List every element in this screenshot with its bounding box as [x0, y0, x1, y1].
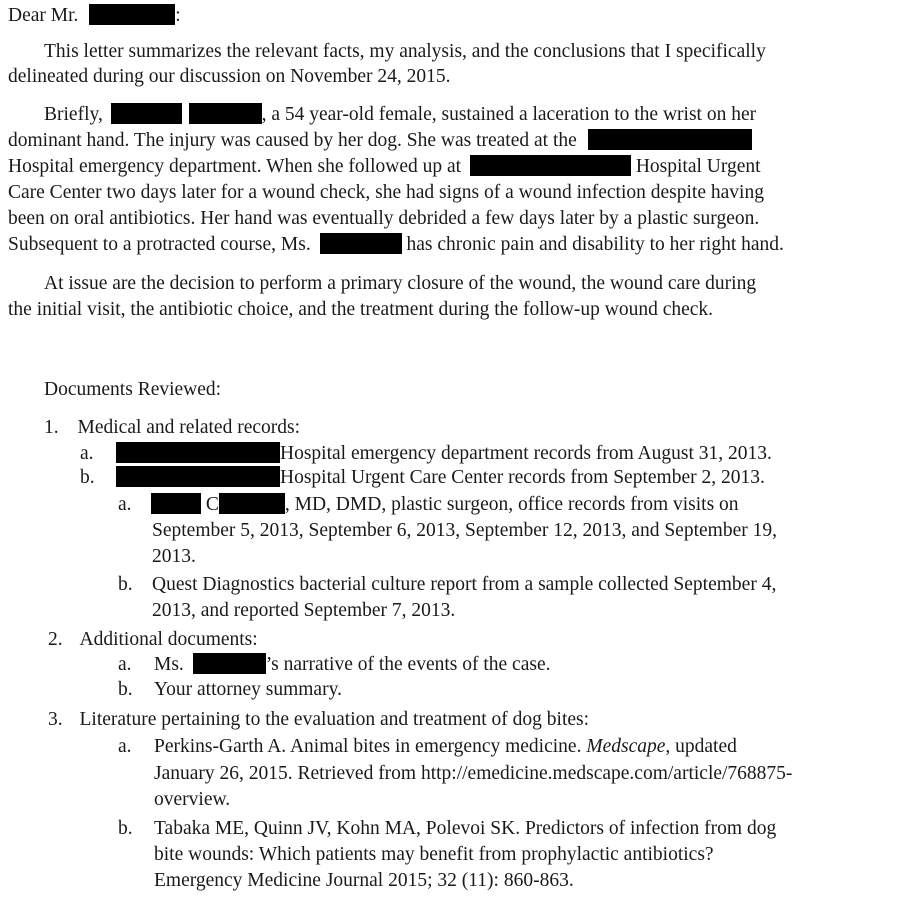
text-segment: Hospital emergency department records from August 31, 2013.	[280, 443, 772, 464]
list-item-1b	[116, 466, 765, 490]
list-item-2	[48, 628, 258, 652]
redaction-bar	[193, 653, 266, 674]
text-segment: ’s narrative of the events of the case.	[265, 654, 551, 675]
text-segment: Hospital Urgent Care Center records from September 2, 2013.	[280, 467, 765, 488]
list-item-3b-line-1: Tabaka ME, Quinn JV, Kohn MA, Polevoi SK. Predictors of infection from dog	[154, 818, 777, 839]
list-item-1b-a-line-2: September 5, 2013, September 6, 2013, September 12, 2013, and September 19,	[152, 520, 777, 541]
text-segment: Perkins-Garth A. Animal bites in emergency medicine.	[154, 736, 582, 757]
redaction-bar	[588, 129, 752, 150]
journal-title: Medscape	[586, 736, 666, 757]
redaction-bar	[111, 103, 182, 124]
redaction-bar	[151, 493, 201, 514]
redaction-bar	[219, 493, 285, 514]
paragraph-2-line-3	[8, 155, 761, 179]
salutation	[8, 4, 181, 28]
list-item-1b-marker: b.	[80, 467, 95, 488]
list-number: 3.	[48, 709, 63, 730]
redaction-bar	[470, 155, 631, 176]
list-item-1b-b-line-2: 2013, and reported September 7, 2013.	[152, 600, 456, 621]
list-item-3b-line-3: Emergency Medicine Journal 2015; 32 (11): 860-863.	[154, 870, 574, 891]
redaction-bar	[116, 442, 280, 463]
documents-heading: Documents Reviewed:	[44, 379, 222, 400]
list-item-1b-a-line-3: 2013.	[152, 546, 196, 567]
redaction-bar	[320, 233, 402, 254]
list-item-2b: Your attorney summary.	[154, 679, 342, 700]
list-item-3	[48, 708, 589, 732]
list-item-2b-marker: b.	[118, 679, 133, 700]
list-item-1b-b-marker: b.	[118, 574, 133, 595]
text-segment: C	[205, 494, 219, 515]
list-item-1b-a-marker: a.	[118, 494, 132, 515]
salutation-colon: :	[175, 5, 181, 26]
redaction-bar	[189, 103, 262, 124]
text-segment: Ms.	[154, 654, 184, 675]
paragraph-2-line-5: been on oral antibiotics. Her hand was eventually debrided a few days later by a plastic surgeon.	[8, 208, 760, 229]
salutation-text: Dear Mr.	[8, 5, 79, 26]
list-item-3a-marker: a.	[118, 736, 132, 757]
list-item-3a-line-3: overview.	[154, 789, 231, 810]
list-item-1	[44, 416, 300, 440]
list-label: Additional documents:	[79, 629, 258, 650]
paragraph-2-line-2	[8, 129, 752, 153]
list-number: 2.	[48, 629, 63, 650]
text-segment: , MD, DMD, plastic surgeon, office records from visits on	[284, 494, 739, 515]
text-segment: dominant hand. The injury was caused by her dog. She was treated at the	[8, 130, 577, 151]
list-item-3b-line-2: bite wounds: Which patients may benefit from prophylactic antibiotics?	[154, 844, 714, 865]
list-item-2a-marker: a.	[118, 654, 132, 675]
paragraph-3-line-1: At issue are the decision to perform a primary closure of the wound, the wound care during	[44, 273, 757, 294]
list-item-1b-b-line-1: Quest Diagnostics bacterial culture report from a sample collected September 4,	[152, 574, 777, 595]
text-segment: has chronic pain and disability to her right hand.	[406, 234, 784, 255]
list-number: 1.	[44, 417, 59, 438]
redaction-bar	[89, 4, 175, 25]
paragraph-2-line-1	[44, 103, 756, 127]
list-item-1b-a-line-1	[151, 493, 739, 517]
redaction-bar	[116, 466, 280, 487]
list-item-2a	[154, 653, 551, 677]
paragraph-1-line-1: This letter summarizes the relevant facts, my analysis, and the conclusions that I specifically	[44, 41, 766, 62]
list-item-1a-marker: a.	[80, 443, 94, 464]
text-segment: Briefly,	[44, 104, 103, 125]
list-item-3a-line-1	[154, 735, 737, 759]
paragraph-2-line-6	[8, 233, 784, 257]
text-segment: Subsequent to a protracted course, Ms.	[8, 234, 311, 255]
list-item-1a	[116, 442, 772, 466]
paragraph-2-line-4: Care Center two days later for a wound check, she had signs of a wound infection despite having	[8, 182, 764, 203]
paragraph-1-line-2: delineated during our discussion on November 24, 2015.	[8, 66, 451, 87]
text-segment: , updated	[665, 736, 737, 757]
text-segment: Hospital emergency department. When she followed up at	[8, 156, 462, 177]
paragraph-3-line-2: the initial visit, the antibiotic choice, and the treatment during the follow-up wound check.	[8, 299, 714, 320]
text-segment: , a 54 year-old female, sustained a laceration to the wrist on her	[261, 104, 757, 125]
list-label: Medical and related records:	[77, 417, 301, 438]
text-segment: Hospital Urgent	[635, 156, 761, 177]
list-item-3a-line-2: January 26, 2015. Retrieved from http://emedicine.medscape.com/article/768875-	[154, 763, 793, 784]
list-label: Literature pertaining to the evaluation and treatment of dog bites:	[79, 709, 590, 730]
list-item-3b-marker: b.	[118, 818, 133, 839]
